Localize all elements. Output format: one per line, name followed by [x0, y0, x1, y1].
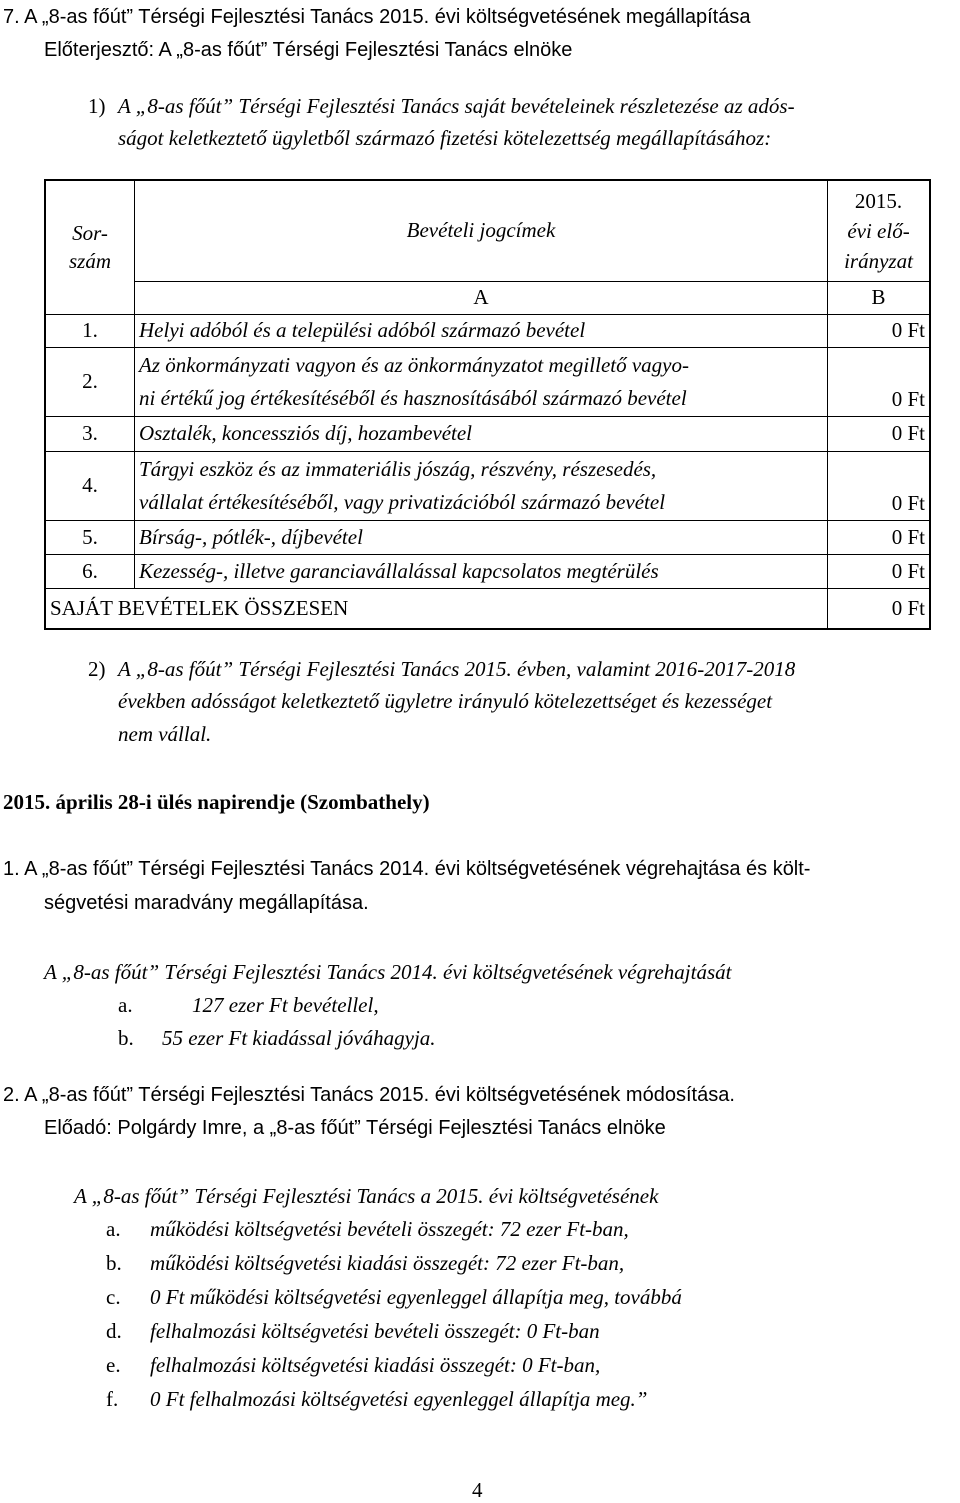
item2-d-letter: d. [106, 1319, 122, 1343]
header-year-1: 2015. [854, 188, 903, 213]
item2-a-text: működési költségvetési bevételi összegét: 72 ezer Ft-ban, [150, 1217, 629, 1241]
row-amount: 0 Ft [828, 451, 931, 520]
item1-a-letter: a. [118, 993, 133, 1017]
table-row [45, 554, 930, 588]
item2-f-letter: f. [106, 1387, 119, 1411]
table-row [45, 314, 930, 347]
item1-decision: A „8-as főút” Térségi Fejlesztési Tanács 2014. évi költségvetésének végrehajtását [44, 960, 732, 984]
item1-b-letter: b. [118, 1026, 134, 1050]
table-row [45, 416, 930, 451]
row-num: 1. [45, 314, 135, 347]
row-label: Osztalék, koncessziós díj, hozambevétel [135, 416, 828, 451]
header-sorszam-2: szám [68, 249, 111, 274]
row-label-line2: ni értékű jog értékesítéséből és hasznosításából származó bevétel [139, 385, 687, 410]
point2-line3: nem vállal. [118, 722, 212, 746]
meeting-item2-line1: 2. A „8-as főút” Térségi Fejlesztési Tanács 2015. évi költségvetésének módosítása. [3, 1084, 735, 1106]
point1-line2: ságot keletkeztető ügyletből származó fizetési kötelezettség megállapításához: [118, 126, 772, 150]
row-num: 3. [45, 416, 135, 451]
item2-decision: A „8-as főút” Térségi Fejlesztési Tanács a 2015. évi költségvetésének [74, 1184, 659, 1208]
revenue-table [44, 179, 931, 630]
header-sorszam-1: Sor- [72, 221, 108, 246]
table-row [45, 347, 930, 416]
row-amount: 0 Ft [828, 314, 931, 347]
meeting-item2-line2: Előadó: Polgárdy Imre, a „8-as főút” Térségi Fejlesztési Tanács elnöke [44, 1117, 666, 1139]
meeting-item1-line2: ségvetési maradvány megállapítása. [44, 892, 369, 914]
row-num: 6. [45, 554, 135, 588]
row-amount: 0 Ft [828, 554, 931, 588]
total-amount: 0 Ft [828, 588, 931, 629]
meeting-item1-line1: 1. A „8-as főút” Térségi Fejlesztési Tanács 2014. évi költségvetésének végrehajtása és költ- [3, 858, 811, 880]
meeting-heading: 2015. április 28-i ülés napirendje (Szombathely) [3, 790, 430, 814]
item7-presenter: Előterjesztő: A „8-as főút” Térségi Fejlesztési Tanács elnöke [44, 39, 573, 61]
item2-b-text: működési költségvetési kiadási összegét: 72 ezer Ft-ban, [150, 1251, 625, 1275]
col-b: B [828, 281, 931, 314]
row-label: Bírság-, pótlék-, díjbevétel [135, 520, 828, 554]
item2-e-text: felhalmozási költségvetési kiadási összegét: 0 Ft-ban, [150, 1353, 601, 1377]
header-year [828, 180, 931, 281]
point2-line1: A „8-as főút” Térségi Fejlesztési Tanács 2015. évben, valamint 2016-2017-2018 [118, 657, 796, 681]
table-row [45, 451, 930, 520]
item2-a-letter: a. [106, 1217, 121, 1241]
row-num: 5. [45, 520, 135, 554]
row-label [135, 347, 828, 416]
row-num: 4. [45, 451, 135, 520]
row-label [135, 451, 828, 520]
point1-line1: A „8-as főút” Térségi Fejlesztési Tanács saját bevételeinek részletezése az adós- [118, 94, 795, 118]
row-label: Kezesség-, illetve garanciavállalással kapcsolatos megtérülés [135, 554, 828, 588]
row-label-line1: Az önkormányzati vagyon és az önkormányzatot megillető vagyo- [139, 352, 689, 377]
item2-b-letter: b. [106, 1251, 122, 1275]
item2-f-text: 0 Ft felhalmozási költségvetési egyenleggel állapítja meg.” [150, 1387, 648, 1411]
row-label-line1: Tárgyi eszköz és az immateriális jószág, részvény, részesedés, [139, 456, 657, 481]
total-label: SAJÁT BEVÉTELEK ÖSSZESEN [45, 588, 828, 629]
item2-e-letter: e. [106, 1353, 121, 1377]
row-label-line2: vállalat értékesítéséből, vagy privatizációból származó bevétel [139, 489, 666, 514]
row-label: Helyi adóból és a települési adóból származó bevétel [135, 314, 828, 347]
header-sorszam [45, 180, 135, 314]
item2-c-text: 0 Ft működési költségvetési egyenleggel állapítja meg, továbbá [150, 1285, 682, 1309]
row-amount: 0 Ft [828, 416, 931, 451]
row-num: 2. [45, 347, 135, 416]
header-jogcim-label: Bevételi jogcímek [406, 218, 556, 243]
row-amount: 0 Ft [828, 347, 931, 416]
point1-number: 1) [88, 94, 106, 118]
point2-number: 2) [88, 657, 106, 681]
header-jogcim [135, 180, 828, 281]
page-number: 4 [472, 1478, 483, 1502]
item2-d-text: felhalmozási költségvetési bevételi összegét: 0 Ft-ban [150, 1319, 600, 1343]
header-year-2: évi elő- [847, 218, 910, 243]
table-row [45, 520, 930, 554]
header-year-3: irányzat [844, 248, 913, 273]
item1-a-text: 127 ezer Ft bevétellel, [192, 993, 379, 1017]
table-total-row [45, 588, 930, 629]
item2-c-letter: c. [106, 1285, 121, 1309]
item7-title: 7. A „8-as főút” Térségi Fejlesztési Tanács 2015. évi költségvetésének megállapítása [3, 6, 751, 28]
col-a: A [135, 281, 828, 314]
item1-b-text: 55 ezer Ft kiadással jóváhagyja. [162, 1026, 436, 1050]
point2-line2: években adósságot keletkeztető ügyletre irányuló kötelezettséget és kezességet [118, 689, 773, 713]
row-amount: 0 Ft [828, 520, 931, 554]
